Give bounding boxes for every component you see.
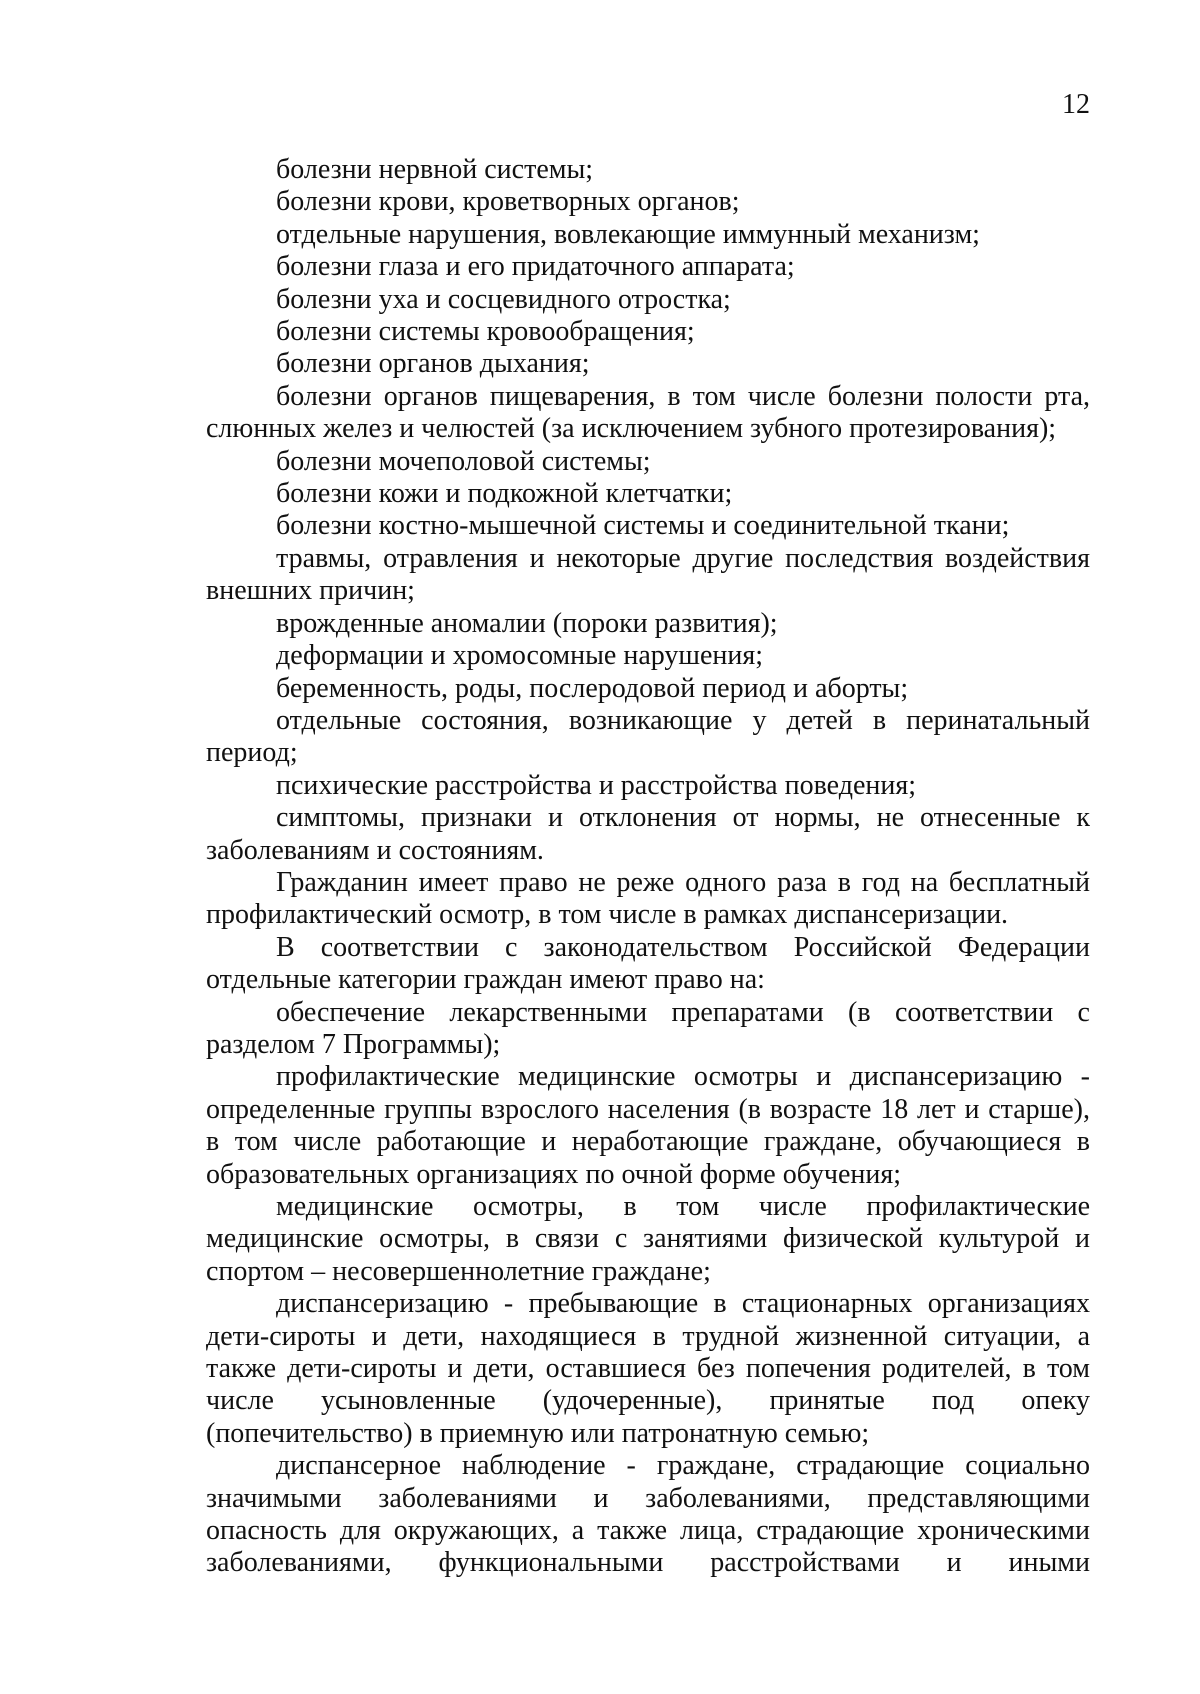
paragraph: психические расстройства и расстройства поведения;: [276, 769, 916, 801]
paragraph: симптомы, признаки и отклонения от нормы, не отнесенные к заболеваниям и состояниям.: [206, 802, 1090, 866]
paragraph: болезни органов пищеварения, в том числе болезни полости рта, слюнных желез и челюстей (за исключением зубного протезирования);: [206, 380, 1090, 445]
paragraph: болезни мочеполовой системы;: [276, 445, 651, 477]
page-number: 12: [1062, 89, 1090, 120]
paragraph: беременность, роды, послеродовой период и аборты;: [276, 672, 909, 704]
paragraph: болезни уха и сосцевидного отростка;: [276, 283, 731, 315]
paragraph: медицинские осмотры, в том числе профилактические медицинские осмотры, в связи с занятиями физической культурой и спортом – несовершеннолетние граждане;: [206, 1191, 1090, 1287]
paragraph: диспансерное наблюдение - граждане, страдающие социально значимыми заболеваниями и заболеваниями, представляющими опасность для окружающих, а также лица, страдающие хроническими заболеваниями, функциональными расстройствами и иными: [206, 1450, 1090, 1579]
paragraph: В соответствии с законодательством Российской Федерации отдельные категории граждан имеют право на:: [206, 931, 1090, 996]
paragraph: болезни кожи и подкожной клетчатки;: [276, 478, 733, 510]
paragraph: обеспечение лекарственными препаратами (в соответствии с разделом 7 Программы);: [206, 996, 1090, 1060]
paragraph: болезни органов дыхания;: [276, 348, 590, 380]
paragraph: болезни нервной системы;: [276, 154, 594, 185]
paragraph: врожденные аномалии (пороки развития);: [276, 607, 778, 639]
document-body: [206, 154, 1090, 1580]
paragraph: отдельные состояния, возникающие у детей в перинатальный период;: [206, 704, 1090, 769]
paragraph: профилактические медицинские осмотры и диспансеризацию - определенные группы взрослого населения (в возрасте 18 лет и старше), в том числе работающие и неработающие граждане, обучающиеся в образовательных организациях по очной форме обучения;: [206, 1061, 1090, 1190]
paragraph: травмы, отравления и некоторые другие последствия воздействия внешних причин;: [206, 542, 1090, 607]
paragraph: болезни крови, кроветворных органов;: [276, 186, 740, 218]
paragraph: отдельные нарушения, вовлекающие иммунный механизм;: [276, 218, 980, 250]
paragraph: деформации и хромосомные нарушения;: [276, 640, 764, 672]
paragraph: болезни глаза и его придаточного аппарата;: [276, 251, 795, 283]
paragraph: болезни системы кровообращения;: [276, 316, 695, 348]
paragraph: Гражданин имеет право не реже одного раза в год на бесплатный профилактический осмотр, в том числе в рамках диспансеризации.: [206, 866, 1090, 931]
paragraph: болезни костно-мышечной системы и соединительной ткани;: [276, 510, 1010, 542]
paragraph: диспансеризацию - пребывающие в стационарных организациях дети-сироты и дети, находящиеся в трудной жизненной ситуации, а также дети-сироты и дети, оставшиеся без попечения родителей, в том числе усыновленные (удочеренные), принятые под опеку (попечительство) в приемную или патронатную семью;: [206, 1288, 1090, 1449]
